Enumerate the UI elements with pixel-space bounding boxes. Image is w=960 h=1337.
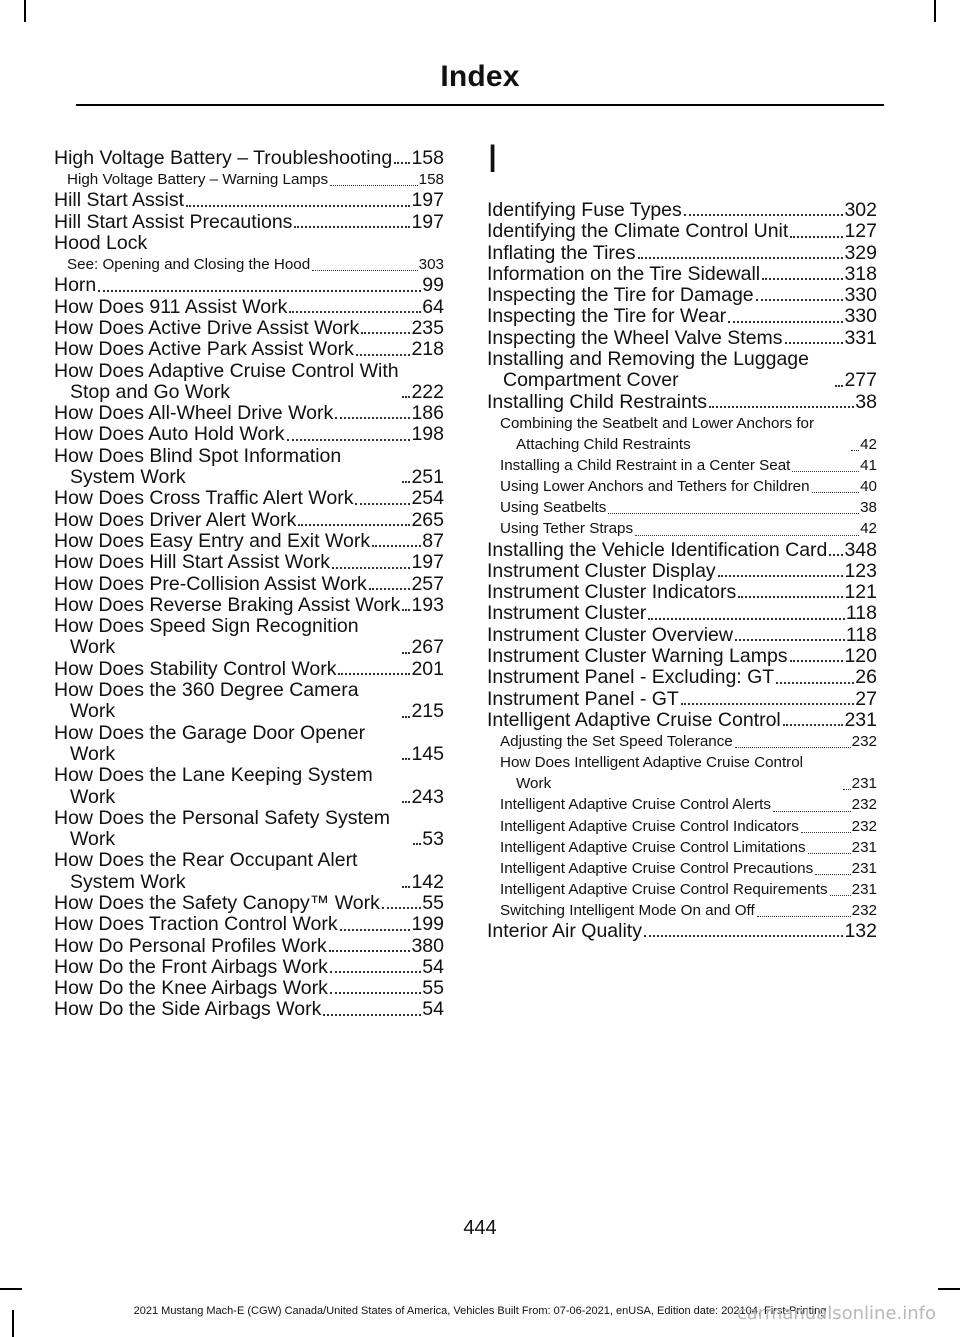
dot-leader [762, 278, 843, 280]
index-subentry[interactable] [487, 858, 877, 879]
entry-page-number: 42 [860, 436, 877, 454]
entry-page-number: 231 [851, 775, 877, 793]
entry-page-number: 257 [411, 572, 444, 595]
entry-text: Instrument Cluster Display [487, 559, 716, 582]
dot-leader [402, 886, 410, 888]
dot-leader [402, 716, 410, 718]
entry-page-number: 193 [411, 593, 444, 616]
index-entry[interactable] [54, 808, 444, 851]
entry-text: High Voltage Battery – Warning Lamps [67, 171, 329, 189]
entry-page-number: 158 [411, 147, 444, 169]
entry-page-number: 118 [845, 623, 877, 646]
entry-text: Identifying Fuse Types [487, 199, 682, 221]
entry-page-number: 198 [411, 423, 444, 446]
index-entry[interactable] [487, 603, 877, 624]
dot-leader [287, 439, 411, 441]
page-title: Index [440, 60, 520, 93]
entry-page-number: 251 [411, 466, 444, 489]
index-entry[interactable] [54, 339, 444, 360]
index-subentry[interactable] [487, 879, 877, 900]
dot-leader [289, 311, 421, 313]
index-entry[interactable] [54, 424, 444, 445]
dot-leader [851, 450, 859, 451]
dot-leader [413, 843, 421, 845]
entry-page-number: 26 [855, 666, 877, 689]
entry-page-number: 218 [411, 338, 444, 361]
entry-text: Intelligent Adaptive Cruise Control Requirements [500, 880, 828, 898]
entry-page-number: 197 [411, 189, 444, 212]
dot-leader [718, 575, 844, 577]
entry-page-number: 64 [422, 295, 444, 318]
index-entry[interactable] [54, 361, 444, 404]
dot-leader [684, 214, 844, 216]
dot-leader [312, 270, 417, 271]
header-rule [76, 104, 884, 106]
entry-text: Intelligent Adaptive Cruise Control [487, 708, 781, 731]
index-column-right [487, 138, 877, 942]
entry-text: Inspecting the Wheel Valve Stems [487, 326, 783, 349]
dot-leader [812, 492, 860, 493]
dot-leader [608, 513, 859, 514]
entry-text: High Voltage Battery – Troubleshooting [54, 147, 393, 169]
edition-footer: 2021 Mustang Mach-E (CGW) Canada/United States of America, Vehicles Built From: 07-06-2021, enUSA, Edition date: 202104, First-Printing [133, 1305, 827, 1317]
entry-text: Hood Lock [54, 231, 148, 254]
dot-leader [186, 205, 410, 207]
entry-text: Inspecting the Tire for Wear [487, 305, 727, 328]
entry-page-number: 27 [855, 687, 877, 710]
page-number: 444 [463, 1217, 497, 1239]
dot-leader [402, 609, 410, 611]
crop-mark-bottom-left-v [0, 1288, 22, 1290]
dot-leader [402, 758, 410, 760]
entry-page-number: 330 [844, 284, 877, 307]
entry-text: Instrument Panel - GT [487, 687, 679, 710]
entry-page-number: 232 [851, 796, 877, 814]
index-entry[interactable] [54, 616, 444, 659]
entry-page-number: 215 [411, 700, 444, 723]
dot-leader [773, 811, 851, 812]
entry-text: Instrument Panel - Excluding: GT [487, 666, 775, 689]
dot-leader [402, 396, 410, 398]
entry-text: How Do the Side Airbags Work [54, 998, 322, 1021]
entry-page-number: 222 [411, 380, 444, 403]
dot-leader [356, 354, 411, 356]
index-entry[interactable] [487, 667, 877, 688]
dot-leader [382, 907, 421, 909]
entry-text: Using Seatbelts [500, 499, 607, 517]
index-entry[interactable] [54, 936, 444, 957]
entry-page-number: 277 [844, 369, 877, 392]
entry-text: Instrument Cluster Warning Lamps [487, 645, 788, 668]
entry-page-number: 40 [860, 478, 877, 496]
dot-leader [638, 257, 844, 259]
index-entry[interactable] [54, 275, 444, 296]
entry-text: How Does the Garage Door Opener Work [54, 721, 366, 765]
crop-mark-bottom-right [938, 1288, 960, 1290]
entry-text: How Does Stability Control Work [54, 657, 337, 680]
entry-text: How Does Active Drive Assist Work [54, 316, 360, 339]
dot-leader [785, 342, 844, 344]
entry-text: Instrument Cluster Overview [487, 623, 733, 646]
dot-leader [830, 895, 851, 896]
entry-page-number: 99 [422, 274, 444, 297]
dot-leader [330, 971, 421, 973]
entry-text: How Does 911 Assist Work [54, 295, 288, 318]
entry-page-number: 303 [418, 256, 444, 274]
index-column-left [54, 148, 444, 1021]
entry-text: Using Tether Straps [500, 520, 634, 538]
entry-text: Installing a Child Restraint in a Center Seat [500, 457, 791, 475]
index-entry[interactable] [54, 510, 444, 531]
dot-leader [402, 801, 410, 803]
index-entry[interactable] [487, 264, 877, 285]
entry-page-number: 53 [422, 828, 444, 851]
entry-page-number: 232 [851, 901, 877, 919]
index-entry[interactable] [487, 243, 877, 264]
dot-leader [783, 724, 844, 726]
entry-text: Installing and Removing the Luggage Compartment Cover [487, 348, 809, 392]
dot-leader [644, 935, 843, 937]
entry-page-number: 267 [411, 636, 444, 659]
index-entry[interactable] [54, 403, 444, 424]
dot-leader [394, 162, 410, 164]
index-entry[interactable] [487, 921, 877, 942]
entry-text: How Do the Knee Airbags Work [54, 977, 328, 1000]
dot-leader [402, 481, 410, 483]
index-subentry[interactable] [487, 476, 877, 497]
index-entry[interactable] [54, 297, 444, 318]
entry-text: How Does the 360 Degree Camera Work [54, 679, 359, 723]
entry-text: How Does Auto Hold Work [54, 423, 285, 446]
entry-page-number: 55 [422, 891, 444, 914]
dot-leader [335, 417, 410, 419]
dot-leader [369, 588, 411, 590]
index-entry[interactable] [487, 328, 877, 349]
letter-heading: I [487, 137, 499, 181]
index-subentry[interactable] [487, 837, 877, 858]
entry-text: Combining the Seatbelt and Lower Anchors for Attaching Child Restraints [500, 414, 815, 454]
index-entry[interactable] [54, 595, 444, 616]
dot-leader [835, 385, 843, 387]
index-entry[interactable] [487, 625, 877, 646]
index-entry[interactable] [487, 306, 877, 327]
dot-leader [340, 929, 411, 931]
index-entry[interactable] [54, 680, 444, 723]
index-entry[interactable] [487, 689, 877, 710]
entry-page-number: 232 [851, 817, 877, 835]
index-entry[interactable] [54, 531, 444, 552]
index-entry[interactable] [54, 488, 444, 509]
dot-leader [330, 992, 421, 994]
entry-page-number: 120 [844, 645, 877, 668]
entry-text: Inspecting the Tire for Damage [487, 284, 754, 307]
dot-leader [361, 332, 410, 334]
entry-page-number: 254 [411, 487, 444, 510]
entry-page-number: 142 [411, 870, 444, 893]
entry-page-number: 197 [411, 210, 444, 233]
entry-text: Intelligent Adaptive Cruise Control Indicators [500, 817, 799, 835]
index-entry[interactable] [54, 999, 444, 1020]
entry-page-number: 38 [860, 499, 877, 517]
index-entry[interactable] [487, 221, 877, 242]
entry-page-number: 123 [844, 559, 877, 582]
index-entry[interactable] [487, 582, 877, 603]
entry-text: How Does the Lane Keeping System Work [54, 764, 373, 808]
dot-leader [790, 660, 844, 662]
dot-leader [294, 226, 410, 228]
entry-page-number: 54 [422, 955, 444, 978]
entry-page-number: 55 [422, 977, 444, 1000]
entry-page-number: 231 [851, 838, 877, 856]
entry-page-number: 318 [844, 262, 877, 285]
dot-leader [648, 618, 845, 620]
index-subentry[interactable] [54, 169, 444, 190]
dot-leader [329, 950, 411, 952]
entry-page-number: 186 [411, 402, 444, 425]
entry-page-number: 38 [855, 390, 877, 413]
entry-text: How Does Adaptive Cruise Control With Stop and Go Work [54, 359, 399, 403]
entry-text: Installing the Vehicle Identification Card [487, 538, 828, 561]
dot-leader [801, 832, 851, 833]
entry-text: Intelligent Adaptive Cruise Control Limitations [500, 838, 806, 856]
entry-text: Using Lower Anchors and Tethers for Children [500, 478, 810, 496]
index-entry[interactable] [487, 349, 877, 392]
entry-text: How Do Personal Profiles Work [54, 934, 327, 957]
entry-text: See: Opening and Closing the Hood [67, 256, 311, 274]
index-entry[interactable] [54, 978, 444, 999]
dot-leader [843, 789, 851, 790]
entry-page-number: 331 [844, 326, 877, 349]
index-entry[interactable] [487, 285, 877, 306]
dot-leader [728, 321, 843, 323]
entry-text: Intelligent Adaptive Cruise Control Alerts [500, 796, 771, 814]
entry-text: How Does Cross Traffic Alert Work [54, 487, 354, 510]
dot-leader [756, 299, 844, 301]
index-subentry[interactable] [487, 518, 877, 539]
dot-leader [338, 673, 410, 675]
entry-text: How Does Reverse Braking Assist Work [54, 593, 401, 616]
entry-text: How Does Active Park Assist Work [54, 338, 354, 361]
index-entry[interactable] [487, 392, 877, 413]
entry-page-number: 302 [844, 199, 877, 221]
dot-leader [635, 535, 859, 536]
index-entry[interactable] [54, 318, 444, 339]
dot-leader [815, 874, 850, 875]
dot-leader [808, 853, 851, 854]
dot-leader [709, 406, 854, 408]
index-subentry[interactable] [487, 731, 877, 752]
index-entry[interactable] [487, 200, 877, 221]
dot-leader [298, 524, 410, 526]
entry-text: Instrument Cluster Indicators [487, 581, 737, 604]
entry-page-number: 231 [851, 880, 877, 898]
index-subentry[interactable] [487, 752, 877, 794]
index-entry[interactable] [54, 446, 444, 489]
watermark-logo: carmanualsonline.info [736, 1303, 936, 1324]
entry-text: Hill Start Assist Precautions [54, 210, 293, 233]
index-subentry[interactable] [487, 900, 877, 921]
index-subentry[interactable] [487, 497, 877, 518]
entry-text: Installing Child Restraints [487, 390, 708, 413]
dot-leader [738, 596, 843, 598]
entry-page-number: 87 [422, 529, 444, 552]
dot-leader [355, 503, 410, 505]
entry-text: How Does Intelligent Adaptive Cruise Control Work [500, 754, 804, 793]
entry-page-number: 145 [411, 742, 444, 765]
entry-page-number: 127 [844, 220, 877, 243]
dot-leader [402, 652, 410, 654]
entry-text: How Does Speed Sign Recognition Work [54, 615, 359, 659]
dot-leader [98, 290, 421, 292]
entry-page-number: 42 [860, 520, 877, 538]
entry-text: How Does the Safety Canopy™ Work [54, 891, 380, 914]
entry-page-number: 231 [844, 708, 877, 731]
entry-text: How Do the Front Airbags Work [54, 955, 328, 978]
index-subentry[interactable] [54, 254, 444, 275]
entry-page-number: 232 [851, 733, 877, 751]
entry-page-number: 231 [851, 859, 877, 877]
index-entry[interactable] [487, 540, 877, 561]
entry-text: How Does Pre-Collision Assist Work [54, 572, 367, 595]
entry-text: How Does the Personal Safety System Work [54, 806, 390, 851]
entry-text: How Does Blind Spot Information System Work [54, 444, 342, 489]
index-entry[interactable] [54, 233, 444, 254]
entry-text: Interior Air Quality [487, 920, 642, 943]
entry-page-number: 121 [844, 581, 877, 604]
dot-leader [372, 545, 421, 547]
index-entry[interactable] [54, 893, 444, 914]
index-subentry[interactable] [487, 816, 877, 837]
dot-leader [792, 471, 859, 472]
index-subentry[interactable] [487, 413, 877, 455]
index-entry[interactable] [54, 552, 444, 573]
entry-text: How Does Hill Start Assist Work [54, 551, 330, 574]
entry-page-number: 118 [845, 602, 877, 625]
index-entry[interactable] [54, 957, 444, 978]
index-subentry[interactable] [487, 455, 877, 476]
entry-text: Adjusting the Set Speed Tolerance [500, 733, 733, 751]
entry-page-number: 41 [860, 457, 877, 475]
entry-text: Information on the Tire Sidewall [487, 262, 761, 285]
entry-text: How Does All-Wheel Drive Work [54, 402, 334, 425]
entry-page-number: 54 [422, 998, 444, 1021]
dot-leader [735, 747, 851, 748]
entry-text: Horn [54, 274, 97, 297]
index-entry[interactable] [54, 212, 444, 233]
crop-mark-top-left [24, 0, 26, 22]
index-entry[interactable] [487, 646, 877, 667]
entry-text: Instrument Cluster [487, 602, 647, 625]
entry-text: Switching Intelligent Mode On and Off [500, 901, 755, 919]
entry-page-number: 197 [411, 551, 444, 574]
index-subentry[interactable] [487, 794, 877, 815]
dot-leader [829, 554, 843, 556]
index-entry[interactable] [54, 914, 444, 935]
entry-text: Inflating the Tires [487, 241, 636, 264]
entry-page-number: 199 [411, 913, 444, 936]
entry-text: How Does Traction Control Work [54, 913, 338, 936]
entry-page-number: 265 [411, 508, 444, 531]
entry-page-number: 158 [418, 171, 444, 189]
dot-leader [790, 236, 843, 238]
entry-text: How Does Easy Entry and Exit Work [54, 529, 371, 552]
entry-text: Hill Start Assist [54, 189, 185, 212]
dot-leader [330, 185, 418, 186]
entry-text: Intelligent Adaptive Cruise Control Precautions [500, 859, 814, 877]
dot-leader [323, 1014, 421, 1016]
crop-mark-top-right [934, 0, 936, 22]
entry-page-number: 243 [411, 785, 444, 808]
index-entry[interactable] [54, 148, 444, 169]
entry-page-number: 330 [844, 305, 877, 328]
entry-page-number: 348 [844, 538, 877, 561]
index-entry[interactable] [54, 850, 444, 893]
dot-leader [735, 639, 845, 641]
entry-page-number: 329 [844, 241, 877, 264]
dot-leader [776, 682, 854, 684]
index-entry[interactable] [54, 723, 444, 766]
entry-text: Identifying the Climate Control Unit [487, 220, 789, 243]
entry-page-number: 380 [411, 934, 444, 957]
index-entry[interactable] [487, 561, 877, 582]
dot-leader [332, 567, 411, 569]
index-entry[interactable] [54, 190, 444, 211]
right-entries [487, 200, 877, 942]
entry-page-number: 132 [844, 920, 877, 943]
index-entry[interactable] [54, 765, 444, 808]
entry-page-number: 201 [411, 657, 444, 680]
index-entry[interactable] [487, 710, 877, 731]
entry-text: How Does Driver Alert Work [54, 508, 297, 531]
dot-leader [681, 703, 854, 705]
dot-leader [757, 916, 851, 917]
index-entry[interactable] [54, 574, 444, 595]
entry-text: How Does the Rear Occupant Alert System Work [54, 849, 358, 893]
index-entry[interactable] [54, 659, 444, 680]
entry-page-number: 235 [411, 316, 444, 339]
